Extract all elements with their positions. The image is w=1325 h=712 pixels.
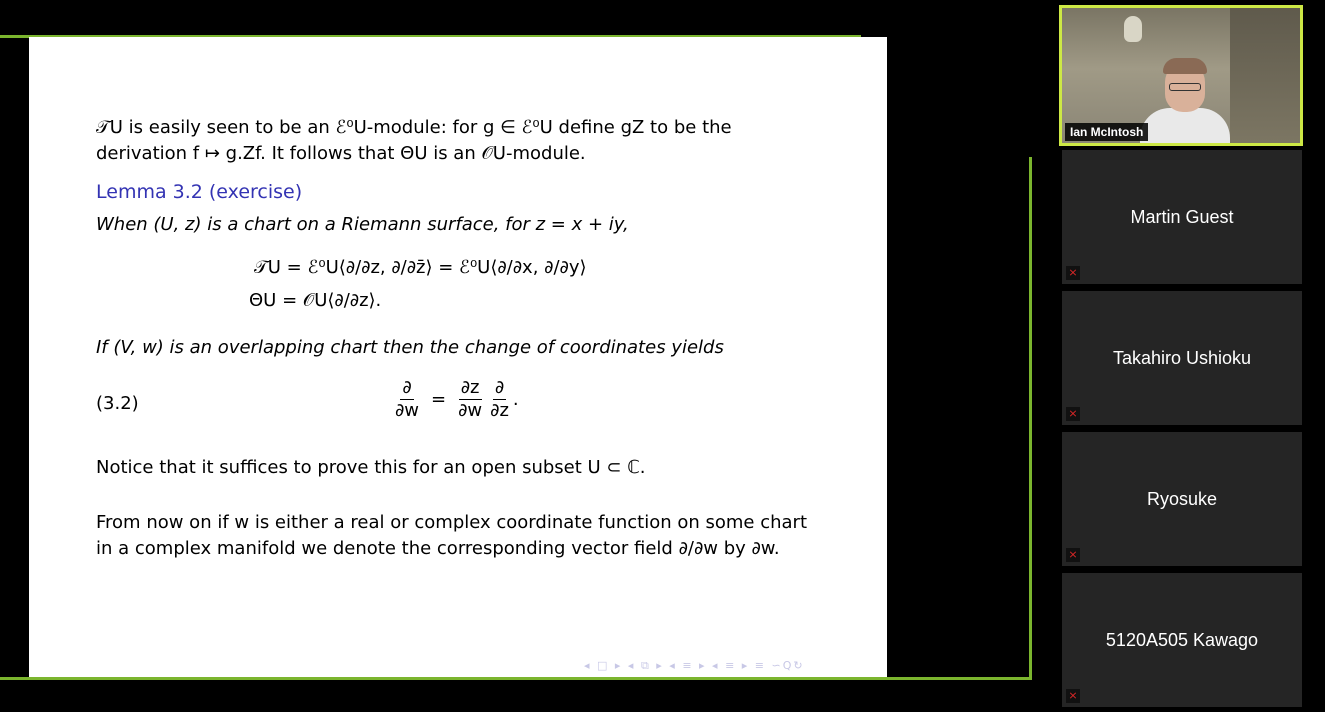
muted-mic-icon: ⨯ (1066, 548, 1080, 562)
fraction-d-dz: $\frac{\partial}{\partial z}$ (490, 377, 509, 421)
fraction-d-dw: $\frac{\partial}{\partial w}$ (395, 377, 420, 421)
lemma-statement: When (U, z) is a chart on a Riemann surface, for z = x + iy, (96, 214, 629, 235)
background-wall (1230, 8, 1300, 143)
from-now-line-1: From now on if w is either a real or complex coordinate function on some chart (96, 512, 808, 533)
active-speaker-video[interactable] (1059, 5, 1303, 146)
speaker-shirt (1140, 108, 1230, 146)
fraction-dz-dw: $\frac{\partial z}{\partial w}$ (458, 377, 483, 421)
slide-line-2: derivation f ↦ g.Zf. It follows that ΘU is an 𝒪U-module. (96, 143, 586, 164)
participant-name: Martin Guest (1130, 206, 1234, 227)
muted-mic-icon: ⨯ (1066, 689, 1080, 703)
from-now-line-2: in a complex manifold we denote the corresponding vector field ∂/∂w by ∂w. (96, 538, 780, 559)
participant-tile[interactable] (1062, 432, 1302, 566)
participant-name: Ryosuke (1146, 488, 1218, 509)
shared-slide (29, 37, 887, 677)
equation-period: . (512, 389, 519, 410)
speaker-name-label: Ian McIntosh (1065, 123, 1148, 141)
notice-line: Notice that it suffices to prove this for an open subset U ⊂ ℂ. (96, 457, 646, 478)
chain-rule-equation (391, 377, 519, 422)
speaker-glasses (1169, 83, 1201, 91)
beamer-navigation-bar[interactable]: ◂ □ ▸ ◂ ⧉ ▸ ◂ ≡ ▸ ◂ ≡ ▸ ≡ ∽Q↻ (584, 659, 805, 672)
slide-line-1: 𝒯U is easily seen to be an ℰ⁰U-module: for g ∈ ℰ⁰U define gZ to be the (96, 117, 732, 138)
lemma-title: Lemma 3.2 (exercise) (96, 181, 303, 203)
equation-tangent: 𝒯U = ℰ⁰U⟨∂/∂z, ∂/∂z̄⟩ = ℰ⁰U⟨∂/∂x, ∂/∂y⟩ (254, 257, 587, 278)
screen-share-border-bottom (0, 677, 1032, 680)
muted-mic-icon: ⨯ (1066, 266, 1080, 280)
ceiling-lamp (1124, 16, 1142, 42)
participant-name: 5120A505 Kawago (1105, 629, 1259, 650)
overlap-statement: If (V, w) is an overlapping chart then the change of coordinates yields (96, 337, 724, 358)
equation-theta: ΘU = 𝒪U⟨∂/∂z⟩. (249, 290, 382, 311)
participant-tile[interactable] (1062, 573, 1302, 707)
screen-share-border-right (1029, 157, 1032, 680)
participant-tile[interactable] (1062, 150, 1302, 284)
muted-mic-icon: ⨯ (1066, 407, 1080, 421)
equation-number: (3.2) (96, 393, 139, 414)
speaker-hair (1163, 58, 1207, 74)
participant-tile[interactable] (1062, 291, 1302, 425)
equals-sign: = (431, 389, 447, 410)
participant-name: Takahiro Ushioku (1112, 347, 1252, 368)
